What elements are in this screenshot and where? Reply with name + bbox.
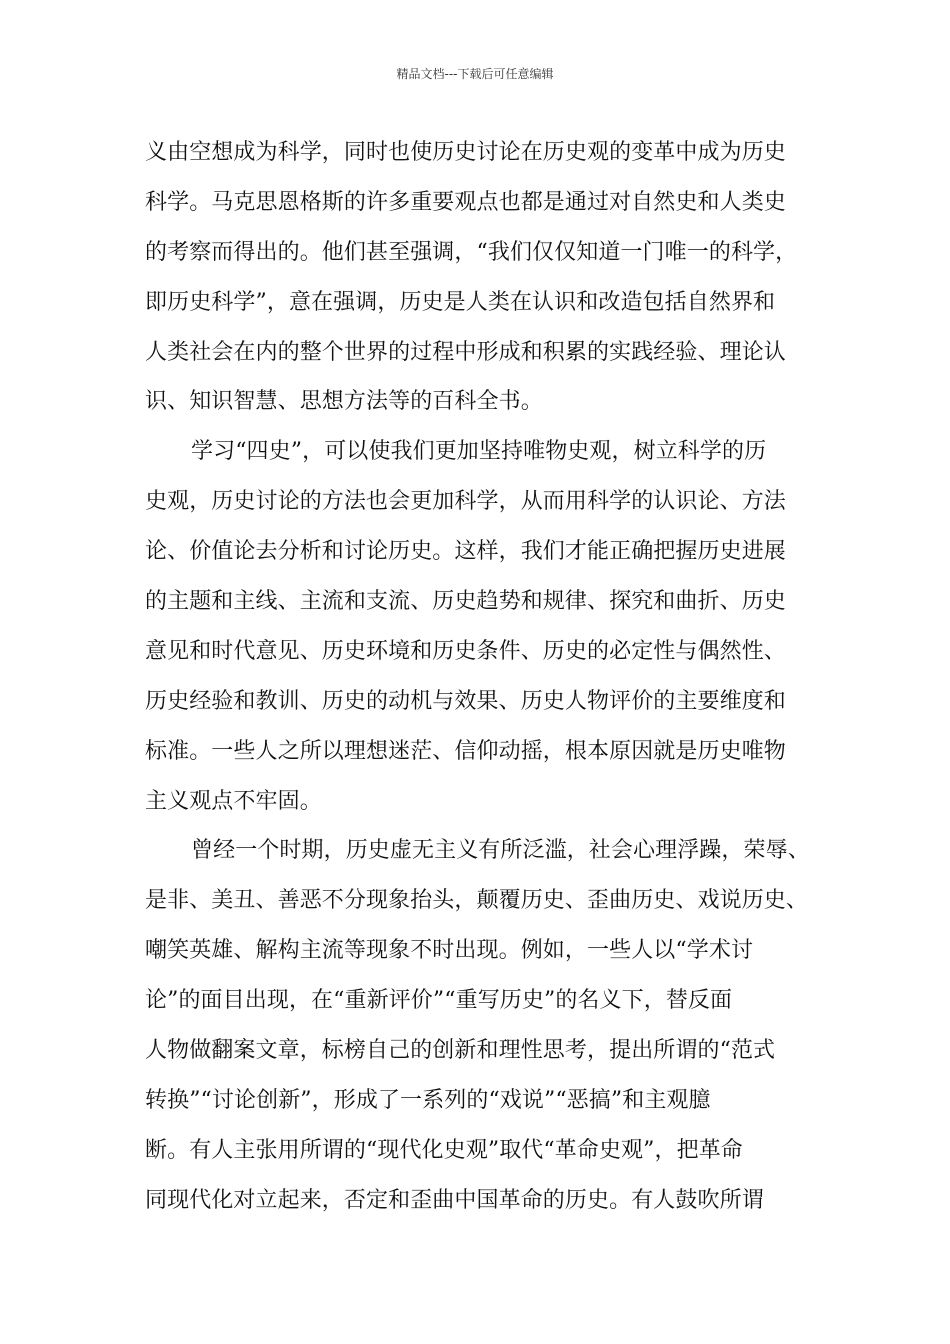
text-line: 科学。马克思恩格斯的许多重要观点也都是通过对自然史和人类史 bbox=[145, 189, 786, 215]
text-line: 的主题和主线、主流和支流、历史趋势和规律、探究和曲折、历史 bbox=[145, 589, 786, 615]
text-line: 嘲笑英雄、解构主流等现象不时出现。例如，一些人以“学术讨 bbox=[145, 938, 754, 964]
text-line: 转换”“讨论创新”，形成了一系列的“戏说”“恶搞”和主观臆 bbox=[145, 1087, 711, 1113]
text-line: 论、价值论去分析和讨论历史。这样，我们才能正确把握历史进展 bbox=[145, 539, 786, 565]
text-line: 即历史科学”，意在强调，历史是人类在认识和改造包括自然界和 bbox=[145, 289, 776, 315]
text-line: 主义观点不牢固。 bbox=[145, 788, 322, 814]
text-line: 历史经验和教训、历史的动机与效果、历史人物评价的主要维度和 bbox=[145, 688, 786, 714]
text-line: 义由空想成为科学，同时也使历史讨论在历史观的变革中成为历史 bbox=[145, 140, 786, 165]
text-line: 断。有人主张用所谓的“现代化史观”取代“革命史观”，把革命 bbox=[145, 1137, 743, 1163]
text-line: 同现代化对立起来，否定和歪曲中国革命的历史。有人鼓吹所谓 bbox=[145, 1187, 764, 1213]
text-line: 学习“四史”，可以使我们更加坚持唯物史观，树立科学的历 bbox=[191, 439, 767, 465]
text-line: 史观，历史讨论的方法也会更加科学，从而用科学的认识论、方法 bbox=[145, 489, 786, 515]
text-line: 的考察而得出的。他们甚至强调，“我们仅仅知道一门唯一的科学， bbox=[145, 239, 798, 265]
text-line: 意见和时代意见、历史环境和历史条件、历史的必定性与偶然性、 bbox=[145, 638, 786, 664]
page-header: 精品文档---下载后可任意编辑 bbox=[396, 67, 554, 81]
text-line: 是非、美丑、善恶不分现象抬头，颠覆历史、歪曲历史、戏说历史、 bbox=[145, 888, 809, 914]
text-line: 标准。一些人之所以理想迷茫、信仰动摇，根本原因就是历史唯物 bbox=[145, 738, 786, 764]
body-text bbox=[145, 128, 825, 1226]
text-line: 人类社会在内的整个世界的过程中形成和积累的实践经验、理论认 bbox=[145, 339, 786, 365]
text-line: 论”的面目出现，在“重新评价”“重写历史”的名义下，替反面 bbox=[145, 988, 733, 1014]
text-line: 识、知识智慧、思想方法等的百科全书。 bbox=[145, 389, 543, 415]
text-line: 曾经一个时期，历史虚无主义有所泛滥，社会心理浮躁，荣辱、 bbox=[191, 838, 810, 864]
text-line: 人物做翻案文章，标榜自己的创新和理性思考，提出所谓的“范式 bbox=[145, 1038, 776, 1064]
